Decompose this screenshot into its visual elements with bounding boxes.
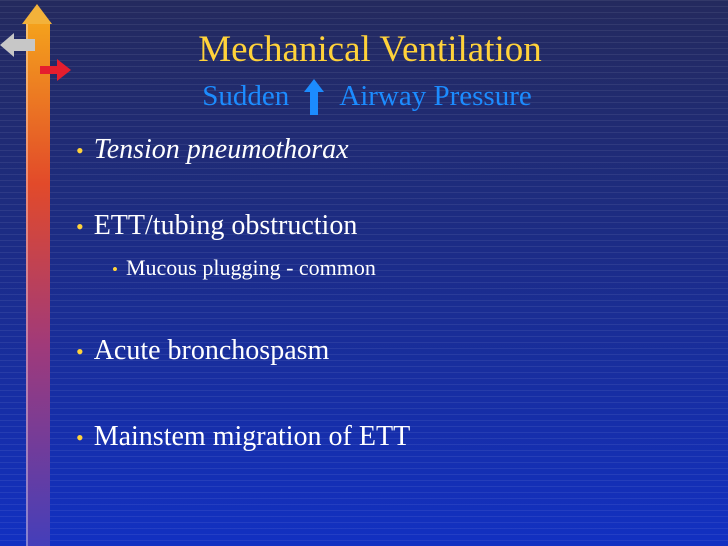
bullet-text: Tension pneumothorax [93,134,349,165]
sub-bullet-item [112,255,376,283]
up-arrow-icon [303,79,325,113]
bullet-dot-icon: • [112,260,118,279]
subtitle-text-sudden: Sudden [202,80,290,112]
bullet-dot-icon: • [76,339,84,364]
bullet-text: Mainstem migration of ETT [93,421,411,452]
bullet-text: Acute bronchospasm [93,335,330,366]
bullet-item [76,335,329,368]
bullet-item [76,421,410,454]
bullet-dot-icon: • [76,214,84,239]
slide-title: Mechanical Ventilation [198,29,542,70]
bullet-dot-icon: • [76,425,84,450]
bullet-item [76,210,357,243]
slide-subtitle [0,79,728,113]
bullet-item [76,134,349,167]
up-arrow-head-icon [22,4,52,24]
bullet-text: ETT/tubing obstruction [93,210,358,241]
subtitle-text-airway-pressure: Airway Pressure [339,80,532,112]
sub-bullet-text: Mucous plugging - common [125,255,376,280]
bullet-dot-icon: • [76,138,84,163]
